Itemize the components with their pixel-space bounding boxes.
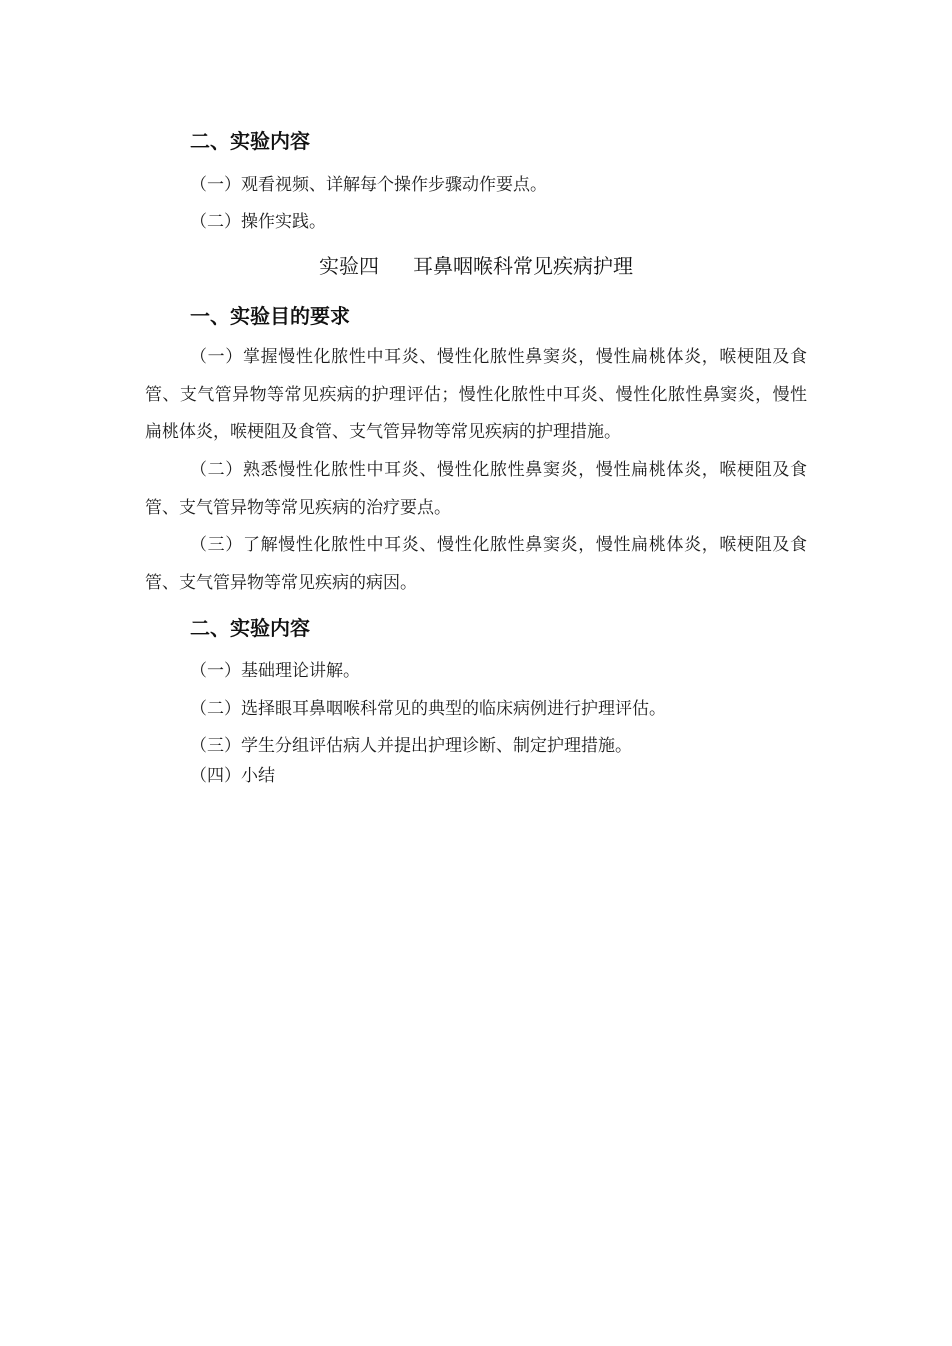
objective-paragraph: （三）了解慢性化脓性中耳炎、慢性化脓性鼻窦炎，慢性扁桃体炎，喉梗阻及食管、支气管异物等常见疾病的病因。 [145,535,807,593]
section-heading-content: 二、实验内容 [190,616,310,640]
objective-paragraph: （二）熟悉慢性化脓性中耳炎、慢性化脓性鼻窦炎，慢性扁桃体炎，喉梗阻及食管、支气管异物等常见疾病的治疗要点。 [145,460,807,518]
experiment-name: 耳鼻咽喉科常见疾病护理 [413,254,633,278]
experiment-number: 实验四 [319,254,379,278]
section-heading-content-prev: 二、实验内容 [190,129,310,153]
experiment-title [0,253,952,279]
list-item: （三）学生分组评估病人并提出护理诊断、制定护理措施。 [190,736,632,756]
list-item: （二）操作实践。 [190,212,326,232]
objective-paragraph: （一）掌握慢性化脓性中耳炎、慢性化脓性鼻窦炎，慢性扁桃体炎，喉梗阻及食管、支气管异物等常见疾病的护理评估；慢性化脓性中耳炎、慢性化脓性鼻窦炎，慢性扁桃体炎，喉梗阻及食管、支气管异物等常见疾病的护理措施。 [145,347,807,442]
list-item: （一）观看视频、详解每个操作步骤动作要点。 [190,175,547,195]
list-item: （一）基础理论讲解。 [190,661,360,681]
list-item: （二）选择眼耳鼻咽喉科常见的典型的临床病例进行护理评估。 [190,699,666,719]
section-heading-objectives: 一、实验目的要求 [190,304,350,328]
list-item: （四）小结 [190,766,275,786]
